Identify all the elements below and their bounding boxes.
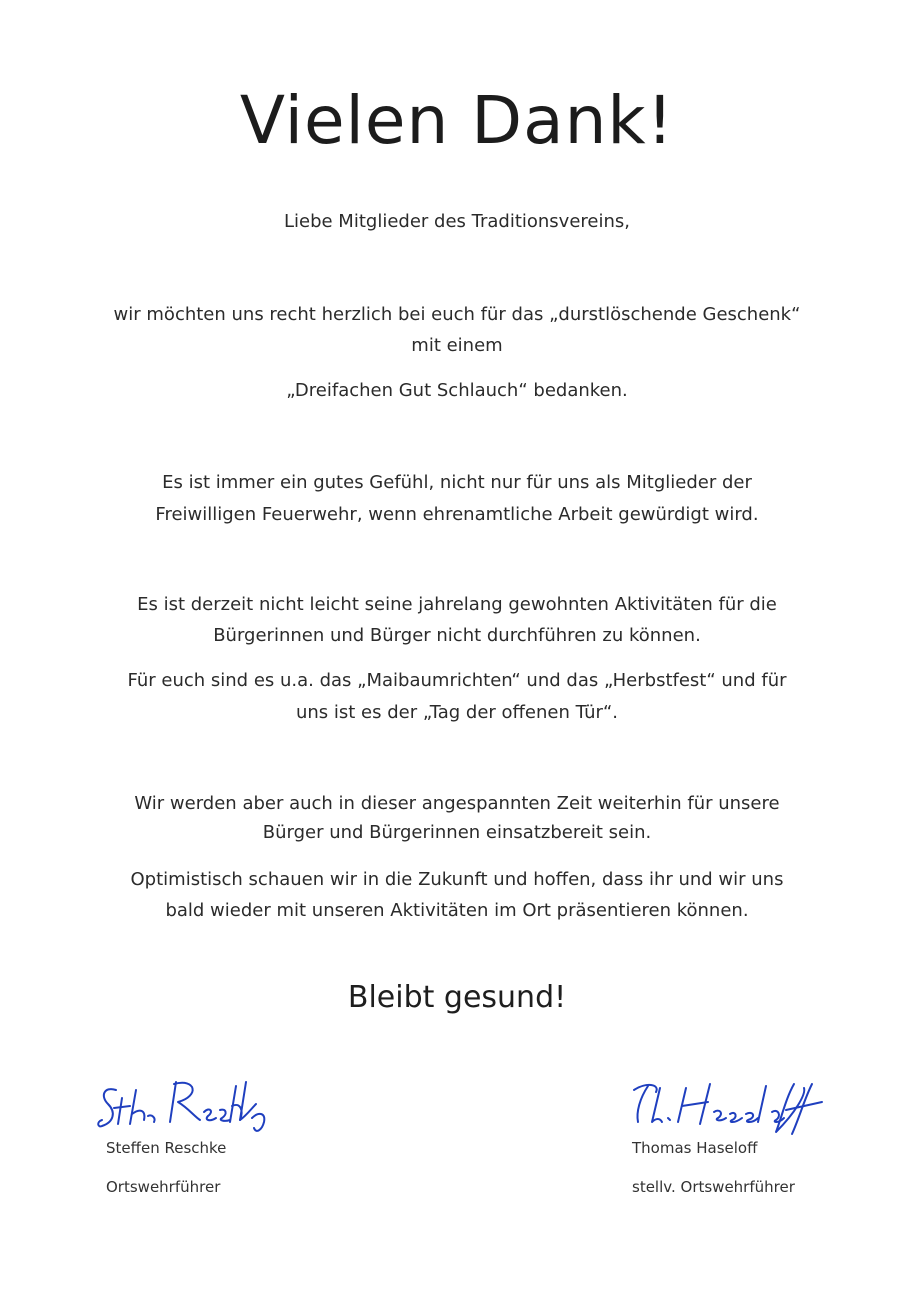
paragraph4-line3: Optimistisch schauen wir in die Zukunft und hoffen, dass ihr und wir uns [130,869,784,890]
paragraph1-line3: „Dreifachen Gut Schlauch“ bedanken. [286,380,628,401]
paragraph4-line1: Wir werden aber auch in dieser angespannten Zeit weiterhin für unsere [134,793,780,814]
signature-block-left [96,1060,336,1196]
paragraph3-line3: Für euch sind es u.a. das „Maibaumrichten“ und das „Herbstfest“ und für [127,670,787,691]
letter-title: Vielen Dank! [239,82,675,159]
closing-line: Bleibt gesund! [347,980,567,1015]
paragraph3-line4: uns ist es der „Tag der offenen Tür“. [295,702,618,723]
paragraph4-line2: Bürger und Bürgerinnen einsatzbereit sein. [262,822,652,843]
handwritten-signature-left [96,1060,326,1135]
paragraph4-line4: bald wieder mit unseren Aktivitäten im Ort präsentieren können. [165,900,749,921]
paragraph3-line2: Bürgerinnen und Bürger nicht durchführen zu können. [213,625,701,646]
signer-role-left: Ortswehrführer [106,1178,221,1196]
paragraph2-line1: Es ist immer ein gutes Gefühl, nicht nur für uns als Mitglieder der [162,472,752,493]
paragraph1-line2: mit einem [411,335,503,356]
signature-block-right [626,1068,866,1196]
signer-name-right: Thomas Haseloff [632,1139,758,1157]
paragraph3-line1: Es ist derzeit nicht leicht seine jahrelang gewohnten Aktivitäten für die [137,594,777,615]
paragraph1-line1: wir möchten uns recht herzlich bei euch für das „durstlöschende Geschenk“ [113,304,801,325]
signer-role-right: stellv. Ortswehrführer [632,1178,795,1196]
greeting: Liebe Mitglieder des Traditionsvereins, [283,211,631,232]
paragraph2-line2: Freiwilligen Feuerwehr, wenn ehrenamtliche Arbeit gewürdigt wird. [155,504,759,525]
signer-name-left: Steffen Reschke [106,1139,227,1157]
handwritten-signature-right [626,1068,856,1143]
